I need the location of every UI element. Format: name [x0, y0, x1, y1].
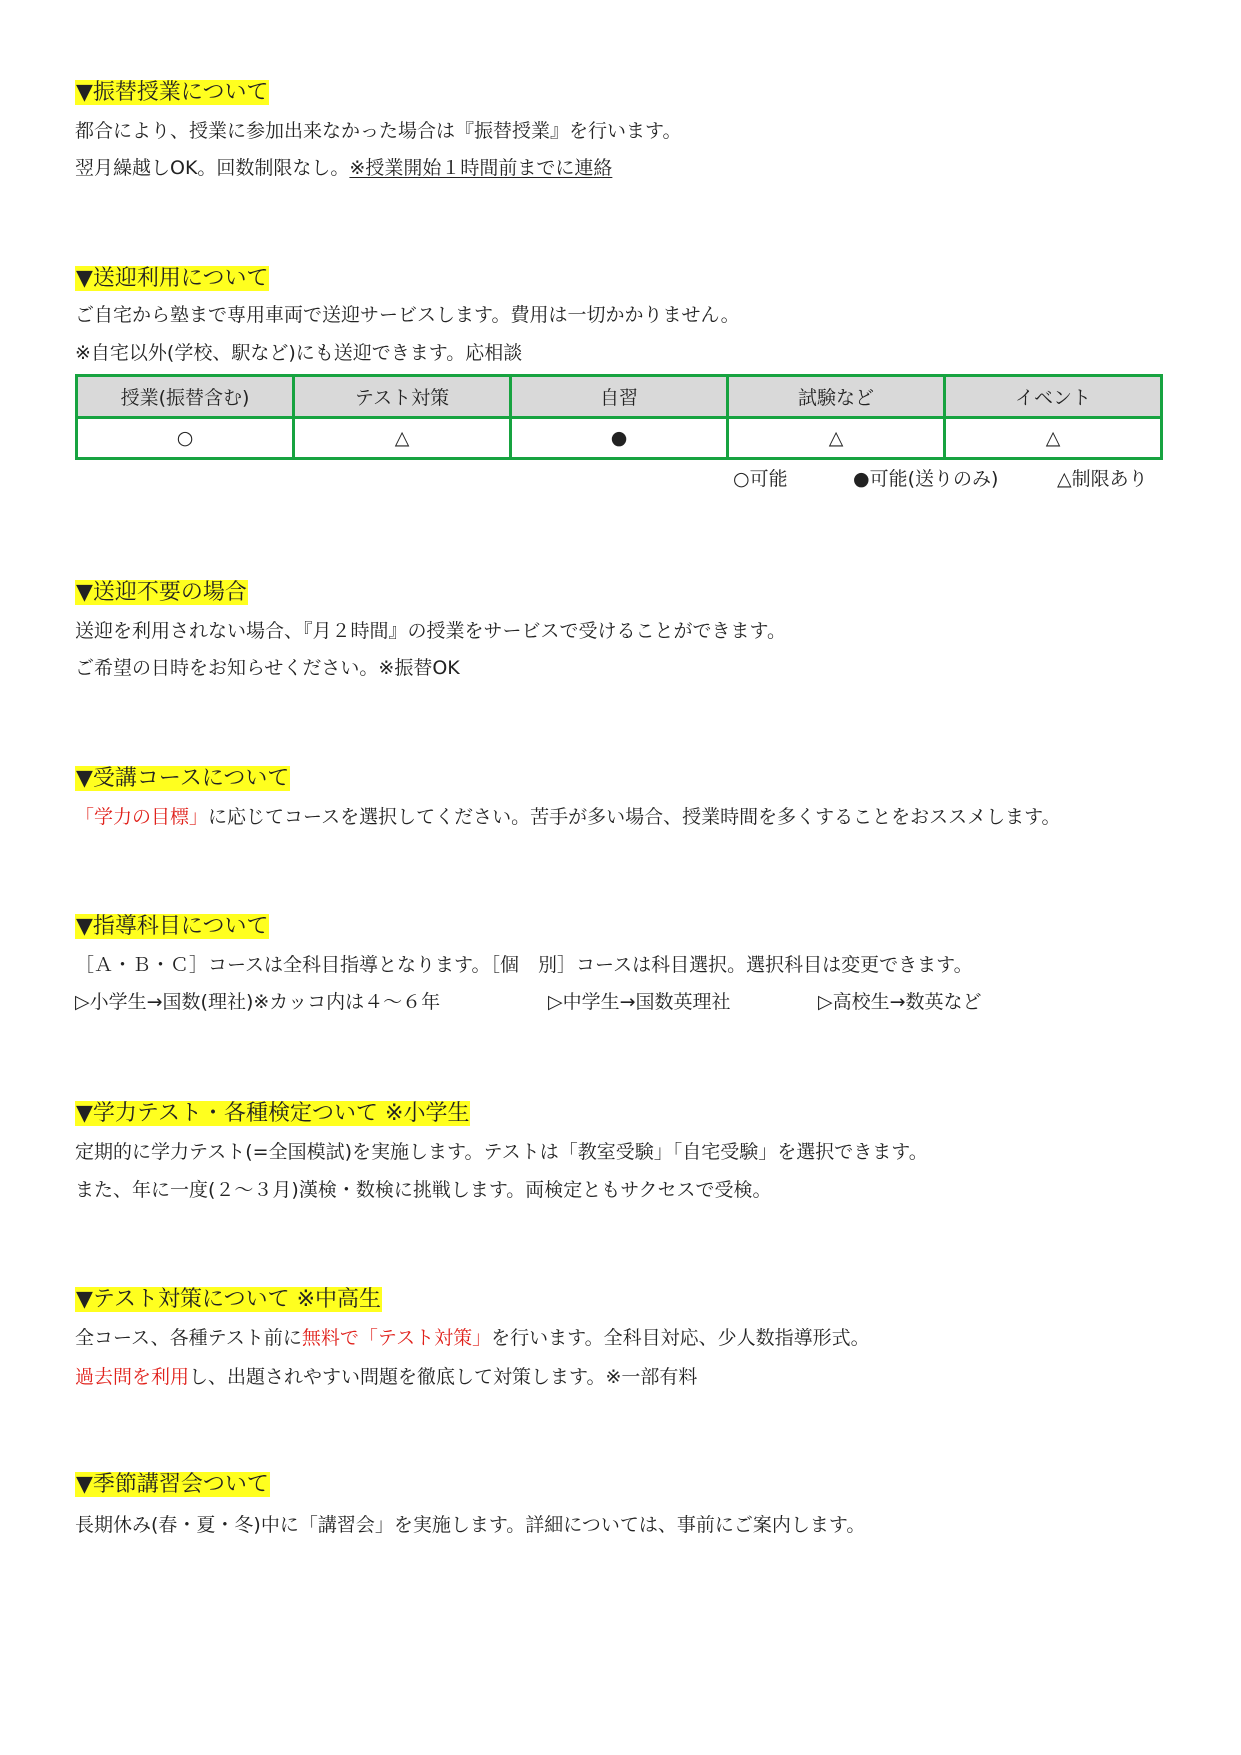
shuttle-availability-table — [75, 374, 1163, 460]
past-exams-emphasis: 過去問を利用 — [75, 1366, 190, 1388]
transfer-deadline-note: ※授業開始１時間前までに連絡 — [349, 157, 613, 179]
seasonal-line-1: 長期休み(春・夏・冬)中に「講習会」を実施します。詳細については、事前にご案内します。 — [75, 1514, 866, 1536]
legend-limited: △制限あり — [1057, 468, 1148, 490]
heading-test-prep: ▼テスト対策について ※中高生 — [76, 1287, 382, 1312]
free-test-prep-emphasis: 無料で「テスト対策」 — [301, 1327, 492, 1349]
heading-seasonal: ▼季節講習会ついて — [76, 1472, 269, 1497]
tests-line-1: 定期的に学力テスト(=全国模試)を実施します。テストは「教室受験」「自宅受験」を選択できます。 — [75, 1141, 928, 1163]
table-header-row — [77, 376, 1162, 418]
heading-no-shuttle: ▼送迎不要の場合 — [76, 580, 247, 605]
table-cell: ○ — [77, 418, 294, 459]
table-header-cell: 試験など — [728, 376, 945, 418]
subjects-line-1: ［Ａ・Ｂ・Ｃ］コースは全科目指導となります。［個 別］コースは科目選択。選択科目は変更できます。 — [75, 954, 973, 976]
heading-transfer: ▼振替授業について — [76, 80, 269, 105]
tests-line-2: また、年に一度(２～３月)漢検・数検に挑戦します。両検定ともサクセスで受検。 — [75, 1179, 772, 1201]
no-shuttle-line-2: ご希望の日時をお知らせください。※振替OK — [75, 657, 460, 679]
transfer-line-2: 翌月繰越しOK。回数制限なし。※授業開始１時間前までに連絡 — [75, 157, 613, 179]
heading-shuttle: ▼送迎利用について — [76, 266, 269, 291]
transfer-line-1: 都合により、授業に参加出来なかった場合は『振替授業』を行います。 — [75, 120, 682, 142]
shuttle-line-1: ご自宅から塾まで専用車両で送迎サービスします。費用は一切かかりません。 — [75, 304, 740, 326]
table-header-cell: テスト対策 — [294, 376, 511, 418]
legend-possible: ○可能 — [733, 468, 788, 490]
course-line-1: 「学力の目標」に応じてコースを選択してください。苦手が多い場合、授業時間を多くすることをおススメします。 — [75, 806, 1061, 828]
test-prep-line-1: 全コース、各種テスト前に無料で「テスト対策」を行います。全科目対応、少人数指導形式。 — [75, 1327, 870, 1349]
no-shuttle-line-1: 送迎を利用されない場合、『月２時間』の授業をサービスで受けることができます。 — [75, 620, 786, 642]
subjects-junior-high: ▷中学生→国数英理社 — [548, 991, 731, 1013]
table-cell: △ — [728, 418, 945, 459]
legend-drop-only: ●可能(送りのみ) — [853, 468, 999, 490]
table-cell: ● — [511, 418, 728, 459]
course-goal-emphasis: 「学力の目標」 — [75, 806, 209, 828]
shuttle-line-2: ※自宅以外(学校、駅など)にも送迎できます。応相談 — [75, 342, 523, 364]
table-row — [77, 418, 1162, 459]
heading-subjects: ▼指導科目について — [76, 914, 269, 939]
table-cell: △ — [945, 418, 1162, 459]
subjects-high-school: ▷高校生→数英など — [818, 991, 982, 1013]
subjects-elementary: ▷小学生→国数(理社)※カッコ内は４～６年 — [75, 991, 441, 1013]
test-prep-line-2: 過去問を利用し、出題されやすい問題を徹底して対策します。※一部有料 — [75, 1366, 698, 1388]
table-cell: △ — [294, 418, 511, 459]
table-header-cell: 授業(振替含む) — [77, 376, 294, 418]
table-header-cell: イベント — [945, 376, 1162, 418]
heading-tests: ▼学力テスト・各種検定ついて ※小学生 — [76, 1101, 470, 1126]
heading-course: ▼受講コースについて — [76, 766, 290, 791]
table-header-cell: 自習 — [511, 376, 728, 418]
